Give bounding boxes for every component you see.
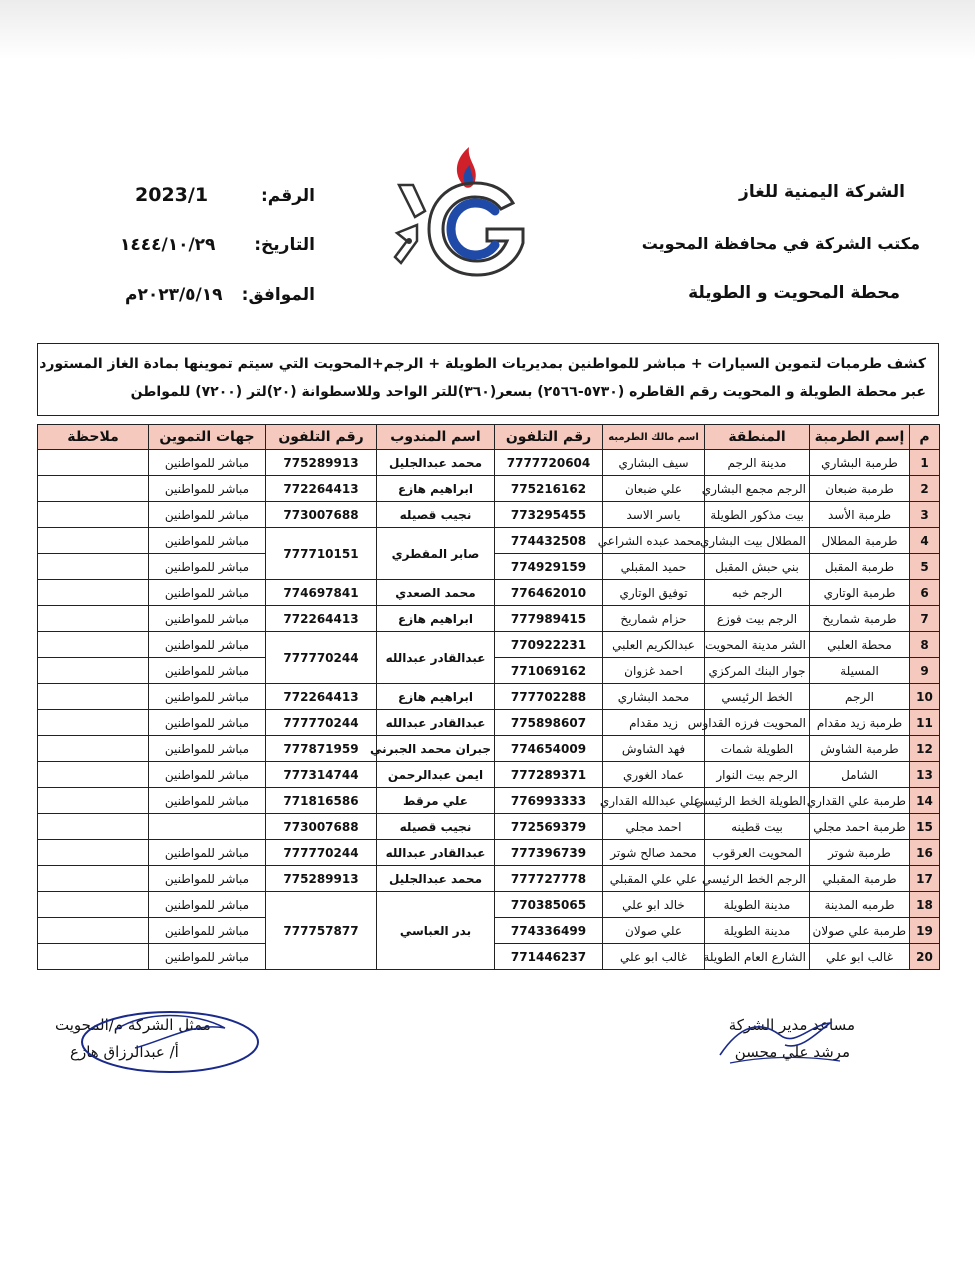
owner-phone-cell: 777727778 — [495, 866, 603, 892]
owner-phone-cell: 777702288 — [495, 684, 603, 710]
area-cell: مدينة الرجم — [705, 450, 810, 476]
signature-right-title: مساعد مدير الشركة — [728, 1016, 855, 1034]
supply-cell: مباشر للمواطنين — [149, 684, 266, 710]
owner-phone-cell: 770385065 — [495, 892, 603, 918]
gregorian-date-value: ٢٠٢٣/٥/١٩م — [125, 285, 223, 305]
owner-cell: توفيق الوتاري — [603, 580, 705, 606]
station-name-cell: الرجم — [810, 684, 910, 710]
notes-cell — [38, 658, 149, 684]
station-name-cell: طرمبة المقبل — [810, 554, 910, 580]
area-cell: الرجم الخط الرئيسي — [705, 866, 810, 892]
logo-g-outline — [429, 183, 523, 275]
owner-cell: عبدالكريم العلبي — [603, 632, 705, 658]
owner-phone-cell: 774929159 — [495, 554, 603, 580]
notice-line-1: كشف طرمبات لتموين السيارات + مباشر للمواطنين بمديريات الطويلة + الرجم+المحويت التي سيتم تموينها بمادة الغاز المستورد — [39, 356, 926, 372]
supply-cell: مباشر للمواطنين — [149, 450, 266, 476]
row-index: 12 — [910, 736, 940, 762]
owner-phone-cell: 774654009 — [495, 736, 603, 762]
owner-cell: علي ضبعان — [603, 476, 705, 502]
table-row — [38, 502, 940, 528]
table-header-row — [38, 425, 940, 450]
owner-phone-cell: 777989415 — [495, 606, 603, 632]
owner-phone-cell: 770922231 — [495, 632, 603, 658]
notes-cell — [38, 684, 149, 710]
col-header-notes: ملاحظة — [38, 425, 149, 450]
station-name-cell: طرمبة الوتاري — [810, 580, 910, 606]
area-cell: المحويت العرقوب — [705, 840, 810, 866]
area-cell: الطويلة شمات — [705, 736, 810, 762]
row-index: 9 — [910, 658, 940, 684]
signature-left-name: أ/ عبدالرزاق هازع — [70, 1043, 179, 1061]
owner-cell: علي عبدالله القداري — [603, 788, 705, 814]
supply-cell: مباشر للمواطنين — [149, 918, 266, 944]
rep-phone-cell: 772264413 — [266, 476, 377, 502]
station-name-cell: طرمبة المقبلي — [810, 866, 910, 892]
notes-cell — [38, 528, 149, 554]
table-row — [38, 840, 940, 866]
owner-phone-cell: 777289371 — [495, 762, 603, 788]
table-row — [38, 580, 940, 606]
number-value: 2023/1 — [135, 184, 209, 206]
rep-name-cell: عبدالقادر عبدالله — [377, 840, 495, 866]
company-name: الشركة اليمنية للغاز — [739, 182, 905, 202]
table-row — [38, 814, 940, 840]
rep-name-cell: جبران محمد الجبرني — [377, 736, 495, 762]
rep-phone-cell: 777770244 — [266, 840, 377, 866]
supply-cell — [149, 814, 266, 840]
col-header-rep-phone: رقم التلفون — [266, 425, 377, 450]
table-row — [38, 684, 940, 710]
rep-phone-cell: 775289913 — [266, 450, 377, 476]
notes-cell — [38, 892, 149, 918]
area-cell: المحويت فرزه القداوس — [705, 710, 810, 736]
table-row — [38, 736, 940, 762]
station-name-cell: طرمبة علي صولان — [810, 918, 910, 944]
row-index: 7 — [910, 606, 940, 632]
supply-cell: مباشر للمواطنين — [149, 788, 266, 814]
supply-cell: مباشر للمواطنين — [149, 736, 266, 762]
rep-name-cell: علي مرقط — [377, 788, 495, 814]
station-name-cell: طرمبة احمد مجلي — [810, 814, 910, 840]
area-cell: الشر مدينة المحويت — [705, 632, 810, 658]
table-row — [38, 476, 940, 502]
owner-phone-cell: 774336499 — [495, 918, 603, 944]
table-row — [38, 710, 940, 736]
rep-phone-cell: 777314744 — [266, 762, 377, 788]
row-index: 6 — [910, 580, 940, 606]
supply-cell: مباشر للمواطنين — [149, 944, 266, 970]
area-cell: بني حبش المقبل — [705, 554, 810, 580]
owner-cell: محمد عبده الشراعي — [603, 528, 705, 554]
notes-cell — [38, 814, 149, 840]
notes-cell — [38, 762, 149, 788]
station-name: محطة المحويت و الطويلة — [688, 283, 900, 303]
station-name-cell: المسيلة — [810, 658, 910, 684]
rep-phone-cell: 775289913 — [266, 866, 377, 892]
notes-cell — [38, 710, 149, 736]
rep-name-cell: صابر المقطري — [377, 528, 495, 580]
rep-name-cell: ايمن عبدالرحمن — [377, 762, 495, 788]
owner-cell: احمد غزوان — [603, 658, 705, 684]
supply-cell: مباشر للمواطنين — [149, 710, 266, 736]
owner-cell: حميد المقبلي — [603, 554, 705, 580]
owner-cell: علي صولان — [603, 918, 705, 944]
notice-box — [37, 343, 939, 416]
col-header-index: م — [910, 425, 940, 450]
col-header-phone: رقم التلفون — [495, 425, 603, 450]
office-name: مكتب الشركة في محافظة المحويت — [641, 234, 920, 253]
rep-phone-cell: 777710151 — [266, 528, 377, 580]
rep-name-cell: ابراهيم هازع — [377, 684, 495, 710]
owner-phone-cell: 771446237 — [495, 944, 603, 970]
owner-cell: ياسر الاسد — [603, 502, 705, 528]
area-cell: بيت قطينه — [705, 814, 810, 840]
supply-cell: مباشر للمواطنين — [149, 892, 266, 918]
row-index: 1 — [910, 450, 940, 476]
area-cell: الرجم بيت النوار — [705, 762, 810, 788]
station-name-cell: طرمبة البشاري — [810, 450, 910, 476]
owner-phone-cell: 7777720604 — [495, 450, 603, 476]
signature-left-title: ممثل الشركة م/المحويت — [55, 1016, 211, 1034]
rep-phone-cell: 777757877 — [266, 892, 377, 970]
supply-cell: مباشر للمواطنين — [149, 476, 266, 502]
row-index: 11 — [910, 710, 940, 736]
table-row — [38, 788, 940, 814]
rep-name-cell: عبدالقادر عبدالله — [377, 710, 495, 736]
owner-phone-cell: 776993333 — [495, 788, 603, 814]
owner-cell: سيف البشاري — [603, 450, 705, 476]
table-row — [38, 866, 940, 892]
notes-cell — [38, 944, 149, 970]
supply-cell: مباشر للمواطنين — [149, 502, 266, 528]
rep-phone-cell: 777871959 — [266, 736, 377, 762]
owner-cell: محمد البشاري — [603, 684, 705, 710]
station-name-cell: طرمبة شماريخ — [810, 606, 910, 632]
station-name-cell: الشامل — [810, 762, 910, 788]
area-cell: الخط الرئيسي — [705, 684, 810, 710]
station-name-cell: طرمبه المدينة — [810, 892, 910, 918]
station-name-cell: طرمبة شوتر — [810, 840, 910, 866]
area-cell: جوار البنك المركزي — [705, 658, 810, 684]
rep-phone-cell: 774697841 — [266, 580, 377, 606]
col-header-rep: اسم المندوب — [377, 425, 495, 450]
notes-cell — [38, 476, 149, 502]
notes-cell — [38, 580, 149, 606]
logo-dot — [406, 238, 412, 244]
row-index: 8 — [910, 632, 940, 658]
row-index: 20 — [910, 944, 940, 970]
owner-phone-cell: 774432508 — [495, 528, 603, 554]
notes-cell — [38, 918, 149, 944]
supply-cell: مباشر للمواطنين — [149, 762, 266, 788]
col-header-area: المنطقة — [705, 425, 810, 450]
area-cell: الشارع العام الطويلة — [705, 944, 810, 970]
station-name-cell: طرمبة الأسد — [810, 502, 910, 528]
rep-name-cell: بدر العباسي — [377, 892, 495, 970]
area-cell: الطويلة الخط الرئيسي — [705, 788, 810, 814]
rep-phone-cell: 772264413 — [266, 684, 377, 710]
owner-cell: علي علي المقبلي — [603, 866, 705, 892]
row-index: 15 — [910, 814, 940, 840]
row-index: 17 — [910, 866, 940, 892]
station-name-cell: طرمبة الشاوش — [810, 736, 910, 762]
area-cell: بيت مذكور الطويلة — [705, 502, 810, 528]
owner-phone-cell: 776462010 — [495, 580, 603, 606]
rep-name-cell: محمد الصعدي — [377, 580, 495, 606]
owner-cell: محمد صالح شوتر — [603, 840, 705, 866]
notes-cell — [38, 554, 149, 580]
area-cell: الرجم بيت فوزع — [705, 606, 810, 632]
station-name-cell: طرمبة زيد مقدام — [810, 710, 910, 736]
notes-cell — [38, 632, 149, 658]
table-row — [38, 450, 940, 476]
col-header-supply: جهات التموين — [149, 425, 266, 450]
owner-cell: عماد الغوري — [603, 762, 705, 788]
stations-table — [37, 424, 940, 970]
notes-cell — [38, 502, 149, 528]
rep-name-cell: عبدالقادر عبدالله — [377, 632, 495, 684]
rep-phone-cell: 773007688 — [266, 814, 377, 840]
station-name-cell: طرمبة ضبعان — [810, 476, 910, 502]
company-logo — [395, 145, 547, 290]
rep-phone-cell: 772264413 — [266, 606, 377, 632]
rep-name-cell: محمد عبدالجليل — [377, 866, 495, 892]
rep-phone-cell: 777770244 — [266, 632, 377, 684]
owner-cell: حزام شماريخ — [603, 606, 705, 632]
supply-cell: مباشر للمواطنين — [149, 580, 266, 606]
rep-name-cell: محمد عبدالجليل — [377, 450, 495, 476]
row-index: 19 — [910, 918, 940, 944]
signature-right-name: مرشد علي محسن — [734, 1043, 850, 1061]
area-cell: مدينة الطويلة — [705, 892, 810, 918]
row-index: 18 — [910, 892, 940, 918]
row-index: 3 — [910, 502, 940, 528]
col-header-station-name: إسم الطرمبة — [810, 425, 910, 450]
date-label: التاريخ: — [254, 235, 315, 255]
row-index: 4 — [910, 528, 940, 554]
supply-cell: مباشر للمواطنين — [149, 528, 266, 554]
row-index: 5 — [910, 554, 940, 580]
owner-cell: فهد الشاوش — [603, 736, 705, 762]
supply-cell: مباشر للمواطنين — [149, 606, 266, 632]
notes-cell — [38, 866, 149, 892]
station-name-cell: طرمبة المطلال — [810, 528, 910, 554]
notes-cell — [38, 450, 149, 476]
rep-name-cell: ابراهيم هازع — [377, 606, 495, 632]
signature-left-scribble — [75, 1000, 265, 1080]
owner-cell: احمد مجلي — [603, 814, 705, 840]
notes-cell — [38, 840, 149, 866]
table-row — [38, 606, 940, 632]
notice-line-2: عبر محطة الطويلة و المحويت رقم القاطره (٥٧٣٠-٢٥٦٦) بسعر(٣٦٠)للتر الواحد وللاسطوانة (٢٠)لتر (٧٢٠٠) للمواطن — [130, 384, 926, 400]
row-index: 14 — [910, 788, 940, 814]
owner-cell: غالب ابو علي — [603, 944, 705, 970]
table-row — [38, 892, 940, 918]
supply-cell: مباشر للمواطنين — [149, 840, 266, 866]
page-top-shade — [0, 0, 975, 60]
owner-cell: خالد ابو علي — [603, 892, 705, 918]
station-name-cell: محطة العلبي — [810, 632, 910, 658]
logo-y-shape — [395, 185, 425, 263]
row-index: 2 — [910, 476, 940, 502]
rep-phone-cell: 771816586 — [266, 788, 377, 814]
notes-cell — [38, 736, 149, 762]
owner-phone-cell: 775898607 — [495, 710, 603, 736]
supply-cell: مباشر للمواطنين — [149, 632, 266, 658]
owner-phone-cell: 775216162 — [495, 476, 603, 502]
table-row — [38, 762, 940, 788]
owner-phone-cell: 777396739 — [495, 840, 603, 866]
rep-name-cell: ابراهيم هازع — [377, 476, 495, 502]
rep-phone-cell: 773007688 — [266, 502, 377, 528]
col-header-owner: اسم مالك الطرمبه — [603, 425, 705, 450]
owner-phone-cell: 772569379 — [495, 814, 603, 840]
row-index: 13 — [910, 762, 940, 788]
table-row — [38, 632, 940, 658]
station-name-cell: طرمبة علي القداري — [810, 788, 910, 814]
supply-cell: مباشر للمواطنين — [149, 658, 266, 684]
area-cell: الرجم مجمع البشاري — [705, 476, 810, 502]
owner-phone-cell: 773295455 — [495, 502, 603, 528]
notes-cell — [38, 606, 149, 632]
supply-cell: مباشر للمواطنين — [149, 554, 266, 580]
area-cell: الرجم خبه — [705, 580, 810, 606]
row-index: 16 — [910, 840, 940, 866]
rep-name-cell: نجيب قصيله — [377, 502, 495, 528]
row-index: 10 — [910, 684, 940, 710]
owner-cell: زيد مقدام — [603, 710, 705, 736]
area-cell: المطلال بيت البشاري — [705, 528, 810, 554]
table-row — [38, 528, 940, 554]
gregorian-date-label: الموافق: — [241, 285, 315, 305]
area-cell: مدينة الطويلة — [705, 918, 810, 944]
date-value: ١٤٤٤/١٠/٢٩ — [120, 235, 216, 255]
table-body — [38, 450, 940, 970]
notes-cell — [38, 788, 149, 814]
rep-phone-cell: 777770244 — [266, 710, 377, 736]
number-label: الرقم: — [260, 186, 315, 206]
station-name-cell: غالب ابو علي — [810, 944, 910, 970]
supply-cell: مباشر للمواطنين — [149, 866, 266, 892]
rep-name-cell: نجيب قصيله — [377, 814, 495, 840]
owner-phone-cell: 771069162 — [495, 658, 603, 684]
